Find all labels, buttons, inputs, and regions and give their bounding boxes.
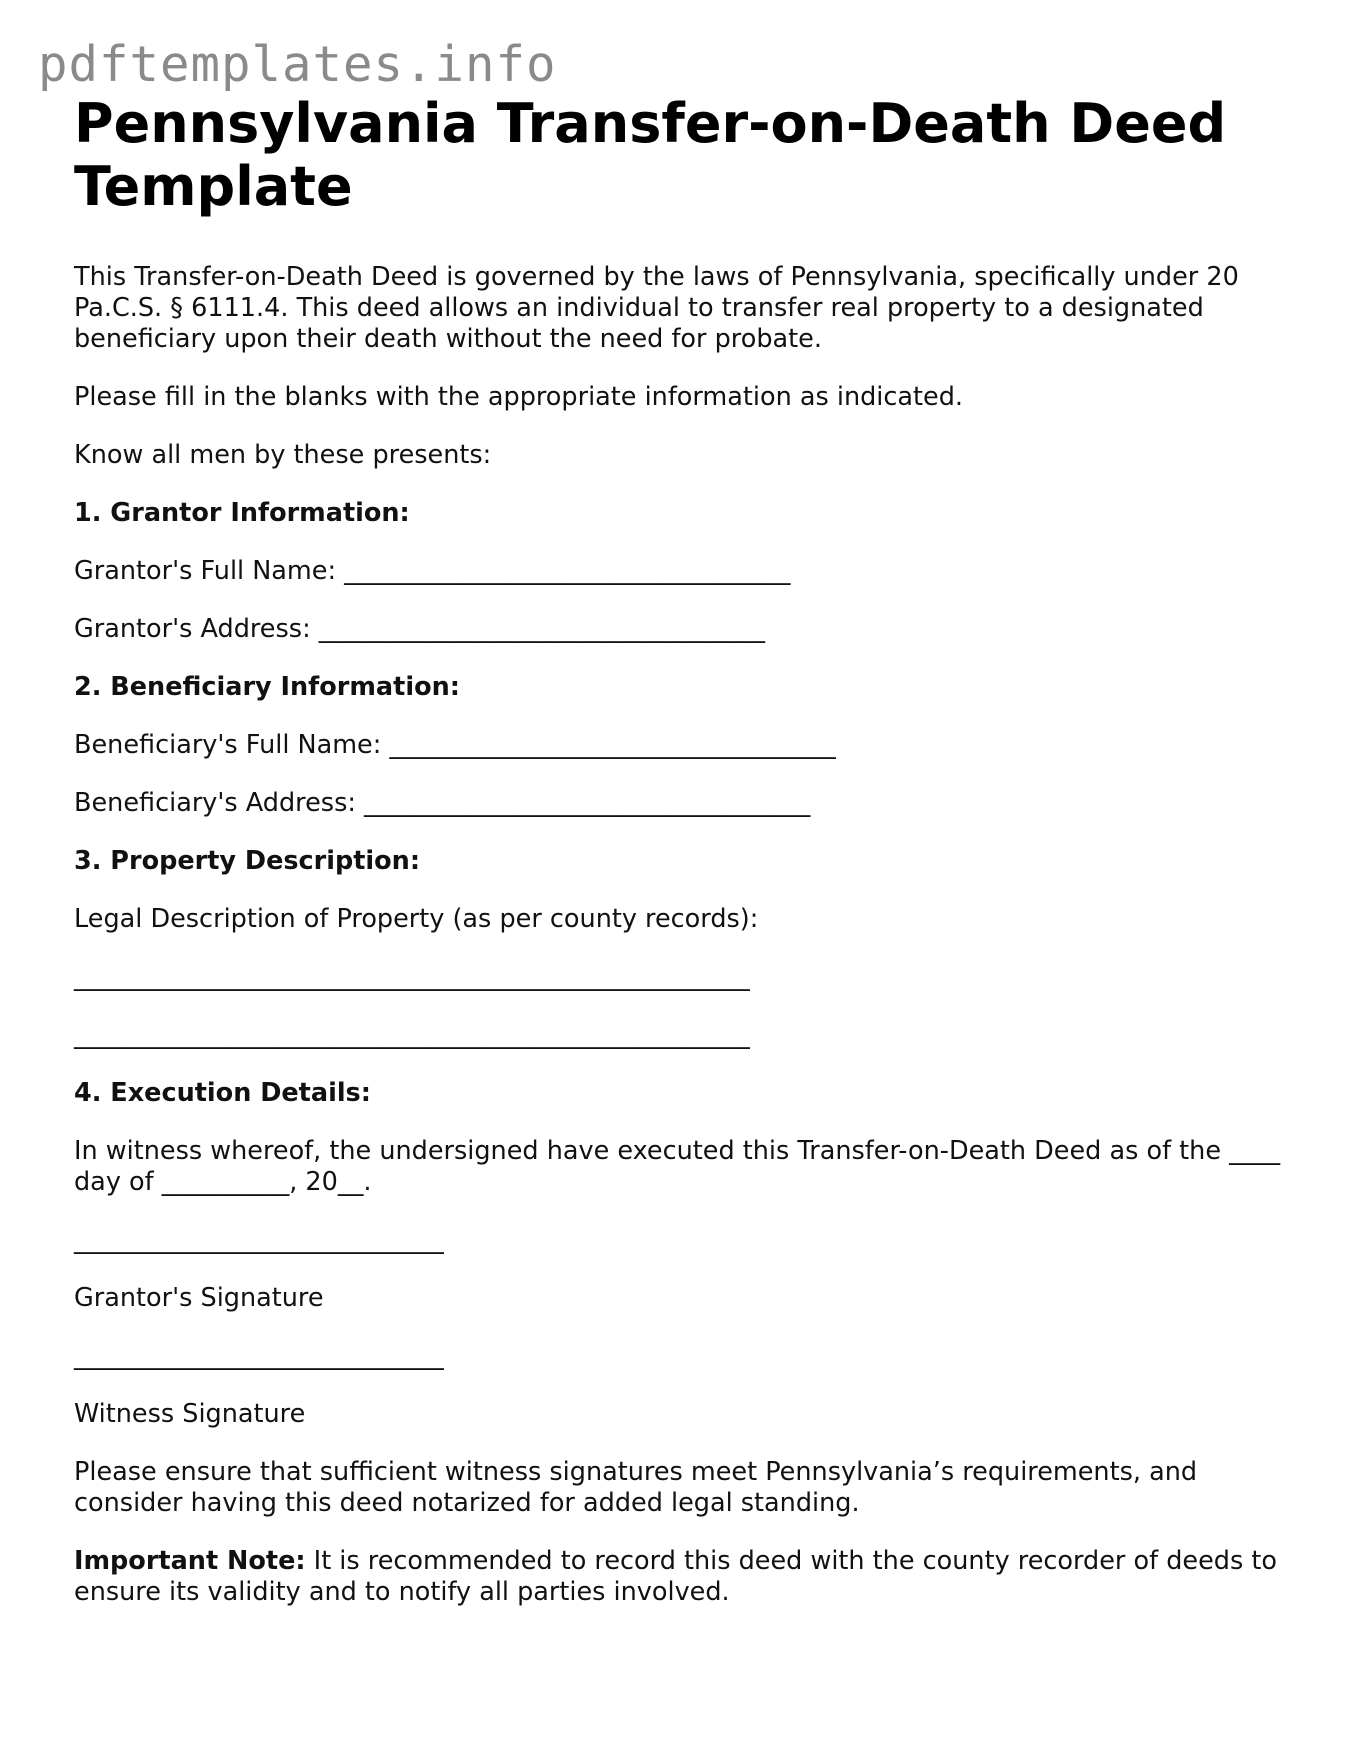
grantor-address-field: Grantor's Address: ___________________________________ (74, 614, 766, 644)
witness-signature-line: _____________________________ (74, 1341, 444, 1371)
witness-signature-label: Witness Signature (74, 1399, 306, 1429)
grantor-signature-label: Grantor's Signature (74, 1283, 324, 1313)
intro-paragraph: This Transfer-on-Death Deed is governed by the laws of Pennsylvania, specifically under 20 Pa.C.S. § 6111.4. This deed allows an individual to transfer real property to a designated beneficiary upon their death without the need for probate. (74, 262, 1239, 354)
preamble-paragraph: Know all men by these presents: (74, 440, 492, 470)
property-section-heading: 3. Property Description: (74, 846, 421, 876)
legal-description-line-2: _____________________________________________________ (74, 1020, 750, 1050)
page-title: Pennsylvania Transfer-on-Death Deed Template (74, 92, 1227, 218)
grantor-name-field: Grantor's Full Name: ___________________________________ (74, 556, 791, 586)
grantor-signature-line: _____________________________ (74, 1225, 444, 1255)
important-note-paragraph (74, 1546, 1294, 1608)
witness-requirements-note: Please ensure that sufficient witness signatures meet Pennsylvania’s requirements, and consider having this deed notarized for added legal standing. (74, 1457, 1198, 1518)
grantor-section-heading: 1. Grantor Information: (74, 498, 410, 528)
legal-description-line-1: _____________________________________________________ (74, 962, 750, 992)
beneficiary-address-field: Beneficiary's Address: ___________________________________ (74, 788, 811, 818)
execution-statement: In witness whereof, the undersigned have executed this Transfer-on-Death Deed as of the ____ day of __________, 20__. (74, 1136, 1281, 1197)
document-body (74, 92, 1294, 1608)
beneficiary-section-heading: 2. Beneficiary Information: (74, 672, 460, 702)
instructions-paragraph: Please fill in the blanks with the appropriate information as indicated. (74, 382, 964, 412)
important-note-text: It is recommended to record this deed with the county recorder of deeds to ensure its validity and to notify all parties involved. (74, 1546, 1277, 1607)
beneficiary-name-field: Beneficiary's Full Name: ___________________________________ (74, 730, 836, 760)
watermark-text: pdftemplates.info (38, 36, 557, 93)
important-note-label: Important Note: (74, 1546, 306, 1576)
execution-section-heading: 4. Execution Details: (74, 1078, 371, 1108)
legal-description-label: Legal Description of Property (as per county records): (74, 904, 759, 934)
